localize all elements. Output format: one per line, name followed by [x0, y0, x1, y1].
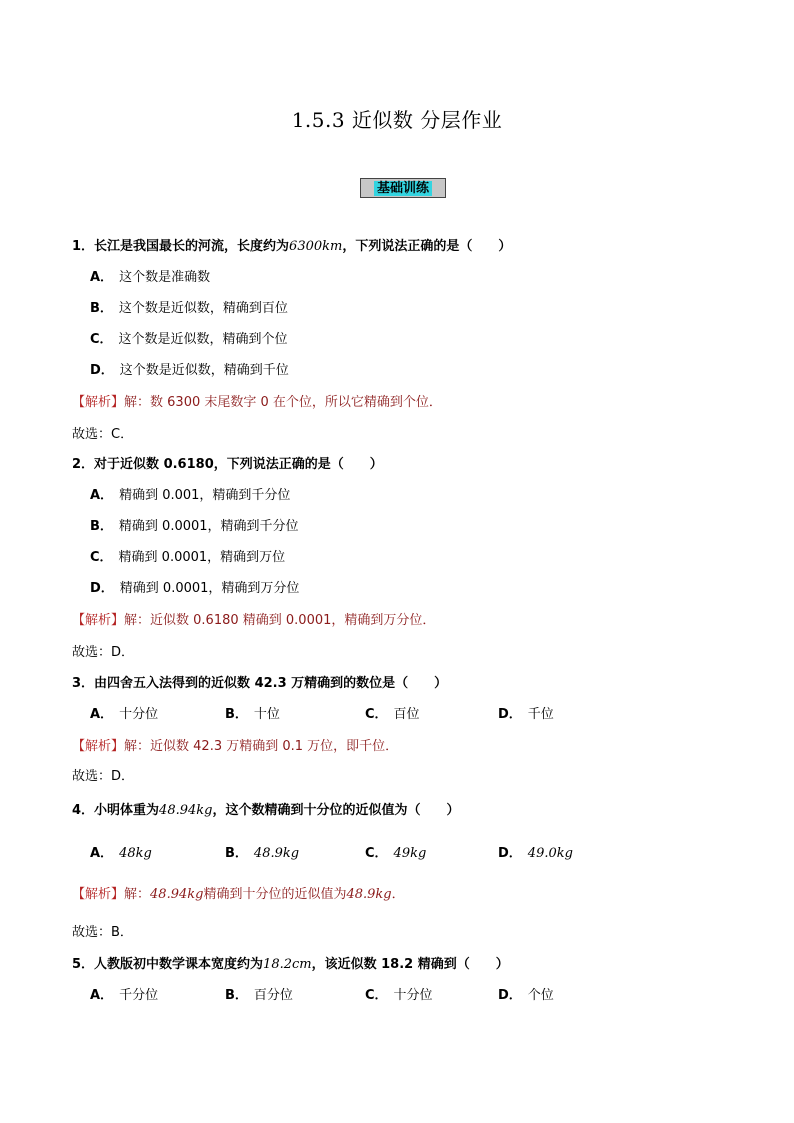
question-1-stem: 1．长江是我国最长的河流，长度约为6300km，下列说法正确的是（ ） — [72, 239, 512, 254]
question-4-option-b: B． 48.9kg — [225, 846, 300, 861]
question-1-option-b: B． 这个数是近似数，精确到百位 — [90, 301, 288, 316]
question-3-option-d: D． 千位 — [498, 707, 554, 722]
question-1-answer: 故选：C． — [72, 427, 134, 442]
question-5-option-d: D． 个位 — [498, 988, 554, 1003]
question-3-analysis: 【解析】解：近似数 42.3 万精确到 0.1 万位，即千位． — [72, 739, 399, 754]
question-4-stem: 4．小明体重为48.94kg，这个数精确到十分位的近似值为（ ） — [72, 803, 460, 818]
question-2-answer: 故选：D． — [72, 645, 135, 660]
question-4-option-c: C． 49kg — [365, 846, 427, 861]
question-5-option-a: A． 千分位 — [90, 988, 159, 1003]
question-4-analysis: 【解析】解：48.94kg精确到十分位的近似值为48.9kg． — [72, 887, 405, 902]
section-label: 基础训练 — [374, 181, 432, 196]
question-4-option-d: D． 49.0kg — [498, 846, 573, 861]
question-1-option-a: A． 这个数是准确数 — [90, 270, 211, 285]
question-2-option-d: D． 精确到 0.0001，精确到万分位 — [90, 581, 300, 596]
question-5-stem: 5．人教版初中数学课本宽度约为18.2cm，该近似数 18.2 精确到（ ） — [72, 957, 509, 972]
question-2-analysis: 【解析】解：近似数 0.6180 精确到 0.0001，精确到万分位． — [72, 613, 436, 628]
question-2-option-c: C． 精确到 0.0001，精确到万位 — [90, 550, 286, 565]
question-5-option-b: B． 百分位 — [225, 988, 293, 1003]
question-4-option-a: A． 48kg — [90, 846, 152, 861]
page-title: 1.5.3 近似数 分层作业 — [291, 108, 503, 132]
question-2-option-b: B． 精确到 0.0001，精确到千分位 — [90, 519, 299, 534]
question-1-option-d: D． 这个数是近似数，精确到千位 — [90, 363, 289, 378]
question-1-analysis: 【解析】解：数 6300 末尾数字 0 在个位，所以它精确到个位． — [72, 395, 442, 410]
question-3-option-b: B． 十位 — [225, 707, 280, 722]
question-2-stem: 2．对于近似数 0.6180，下列说法正确的是（ ） — [72, 457, 383, 472]
question-3-option-a: A． 十分位 — [90, 707, 159, 722]
question-4-answer: 故选：B． — [72, 925, 133, 940]
question-1-option-c: C． 这个数是近似数，精确到个位 — [90, 332, 288, 347]
section-badge — [360, 178, 446, 198]
question-2-option-a: A． 精确到 0.001，精确到千分位 — [90, 488, 291, 503]
question-3-answer: 故选：D． — [72, 769, 135, 784]
question-5-option-c: C． 十分位 — [365, 988, 433, 1003]
question-3-stem: 3．由四舍五入法得到的近似数 42.3 万精确到的数位是（ ） — [72, 676, 448, 691]
question-3-option-c: C． 百位 — [365, 707, 420, 722]
